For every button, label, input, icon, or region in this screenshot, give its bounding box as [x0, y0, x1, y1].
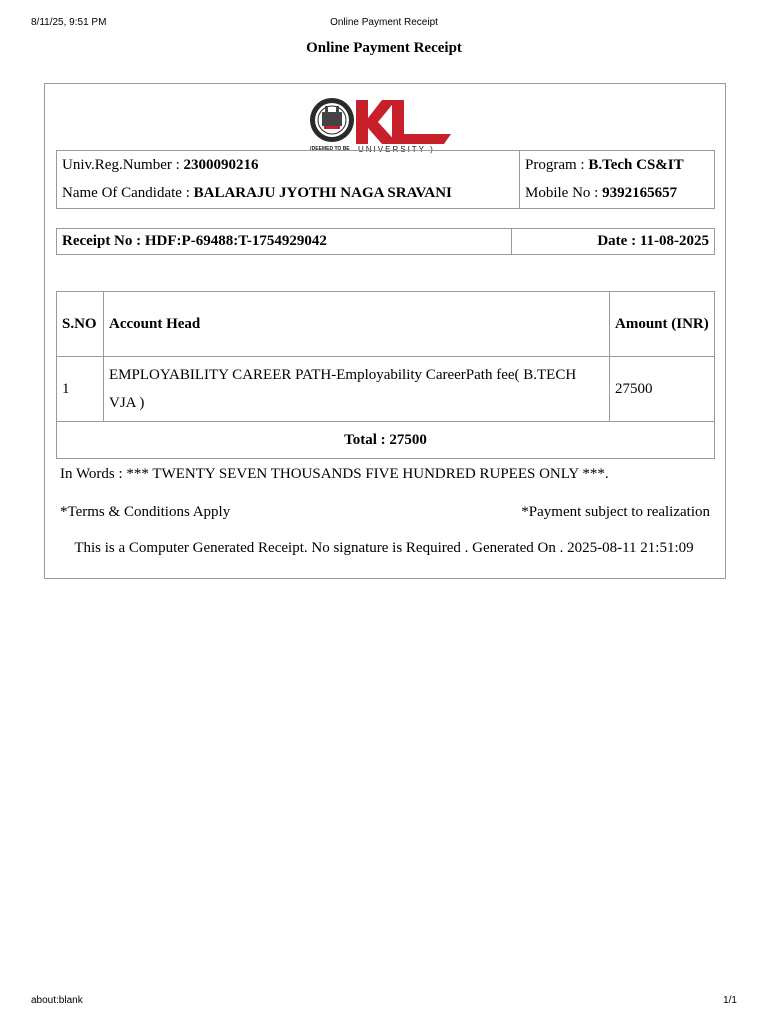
payment-note: *Payment subject to realization — [521, 504, 710, 520]
mobile-value: 9392165657 — [602, 185, 678, 202]
table-row — [57, 357, 715, 422]
svg-text:UNIVERSITY ): UNIVERSITY ) — [358, 145, 435, 154]
reg-number-cell — [57, 151, 520, 180]
total-amount: Total : 27500 — [57, 422, 715, 459]
print-url: about:blank — [31, 995, 83, 1006]
print-datetime: 8/11/25, 9:51 PM — [31, 17, 107, 28]
row-amount: 27500 — [610, 357, 715, 422]
sno-header: S.NO — [57, 292, 104, 357]
total-row — [57, 422, 715, 459]
mobile-label: Mobile No : — [525, 185, 603, 202]
terms-note: *Terms & Conditions Apply — [60, 504, 231, 520]
program-cell — [520, 151, 715, 180]
receipt-date: Date : 11-08-2025 — [512, 229, 715, 255]
fees-header-row — [57, 292, 715, 357]
candidate-info-table — [56, 150, 715, 209]
reg-number-value: 2300090216 — [183, 156, 259, 173]
row-sno: 1 — [57, 357, 104, 422]
receipt-number: Receipt No : HDF:P-69488:T-1754929042 — [57, 229, 512, 255]
candidate-name-cell — [57, 180, 520, 209]
generated-note: This is a Computer Generated Receipt. No signature is Required . Generated On . 2025-08-11 21:51:09 — [74, 540, 694, 556]
amount-header: Amount (INR) — [610, 292, 715, 357]
reg-number-label: Univ.Reg.Number : — [62, 156, 184, 173]
page-title: Online Payment Receipt — [306, 40, 462, 56]
mobile-cell — [520, 180, 715, 209]
print-header — [0, 17, 768, 31]
receipt-info-table — [56, 228, 715, 255]
candidate-name-label: Name Of Candidate : — [62, 185, 194, 202]
print-title: Online Payment Receipt — [330, 17, 438, 28]
gear-emblem-icon — [310, 98, 354, 142]
university-logo — [306, 92, 456, 154]
print-footer — [0, 995, 768, 1009]
candidate-name-value: BALARAJU JYOTHI NAGA SRAVANI — [193, 185, 452, 202]
amount-in-words: In Words : *** TWENTY SEVEN THOUSANDS FIVE HUNDRED RUPEES ONLY ***. — [60, 466, 609, 482]
print-page-number: 1/1 — [723, 995, 737, 1006]
fees-table — [56, 291, 715, 459]
account-head-header: Account Head — [104, 292, 610, 357]
row-account-head: EMPLOYABILITY CAREER PATH-Employability CareerPath fee( B.TECH VJA ) — [104, 357, 610, 422]
program-value: B.Tech CS&IT — [588, 156, 684, 173]
program-label: Program : — [525, 156, 589, 173]
svg-text:(DEEMED TO BE: (DEEMED TO BE — [310, 146, 350, 152]
